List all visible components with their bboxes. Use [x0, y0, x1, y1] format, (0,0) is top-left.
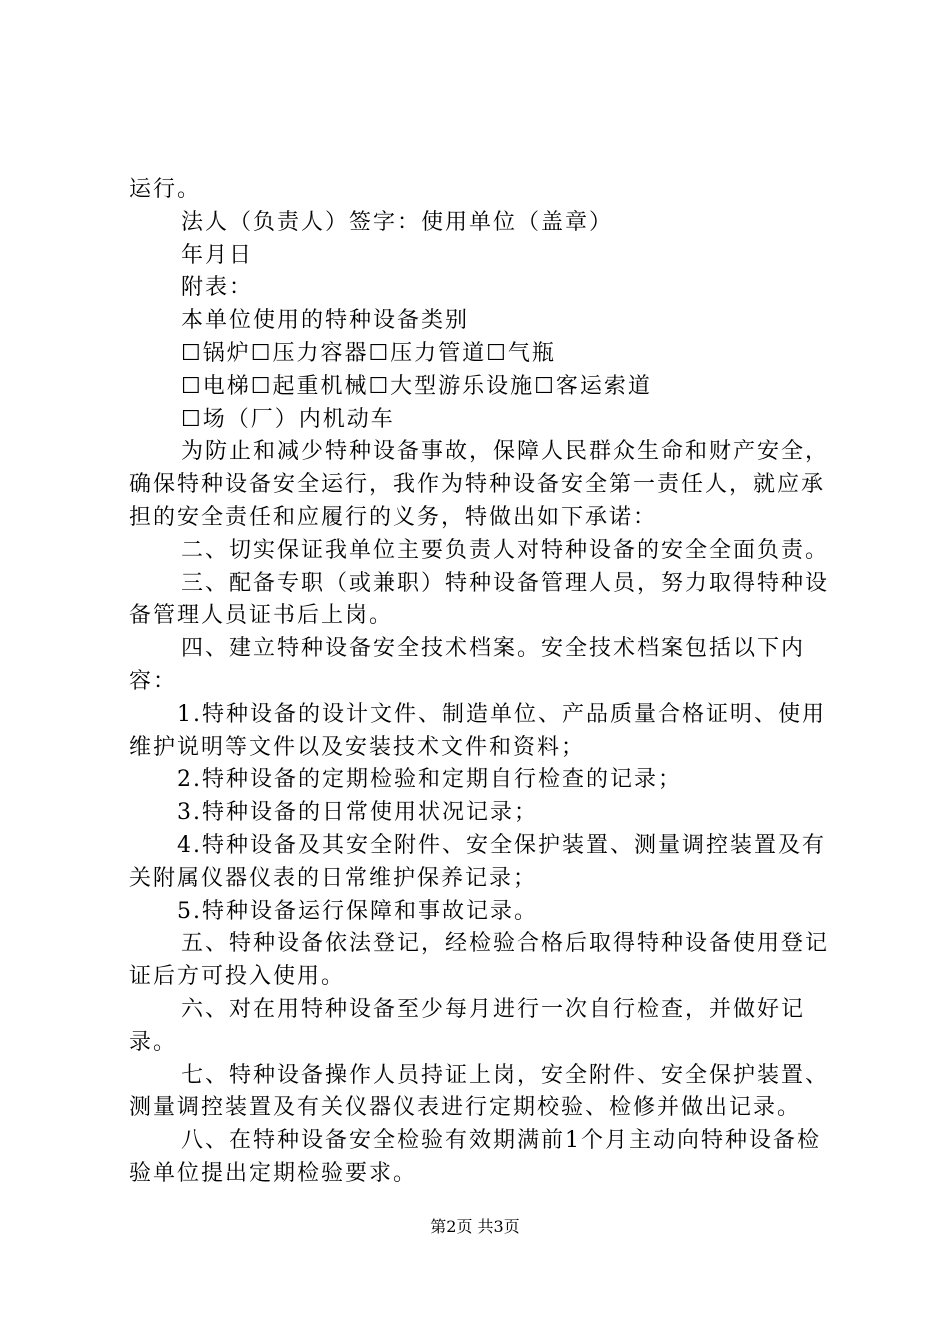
equipment-category-heading: 本单位使用的特种设备类别 [181, 308, 470, 334]
document-body [129, 174, 834, 1191]
paragraph: 二、切实保证我单位主要负责人对特种设备的安全全面负责。 [181, 537, 830, 563]
paragraph: 四、建立特种设备安全技术档案。安全技术档案包括以下内容： [129, 636, 806, 694]
list-item: 3.特种设备的日常使用状况记录； [177, 800, 538, 826]
appendix-label: 附表： [181, 275, 254, 301]
checkbox-line: ☐场（厂）内机动车 [181, 406, 395, 432]
page-number-footer: 第2页 共3页 [430, 1217, 520, 1236]
list-item: 5.特种设备运行保障和事故记录。 [177, 898, 538, 924]
date-line: 年月日 [181, 242, 254, 268]
paragraph: 五、特种设备依法登记，经检验合格后取得特种设备使用登记证后方可投入使用。 [129, 931, 830, 990]
checkbox-line: ☐锅炉☐压力容器☐压力管道☐气瓶 [181, 340, 556, 366]
list-item: 2.特种设备的定期检验和定期自行检查的记录； [177, 767, 682, 793]
list-item: 4.特种设备及其安全附件、安全保护装置、测量调控装置及有关附属仪器仪表的日常维护保养记录； [129, 832, 826, 891]
signature-line: 法人（负责人）签字：使用单位（盖章） [181, 209, 614, 235]
paragraph: 为防止和减少特种设备事故，保障人民群众生命和财产安全，确保特种设备安全运行，我作为特种设备安全第一责任人，就应承担的安全责任和应履行的义务，特做出如下承诺： [129, 439, 830, 530]
paragraph: 运行。 [129, 177, 202, 202]
list-item: 1.特种设备的设计文件、制造单位、产品质量合格证明、使用维护说明等文件以及安装技术文件和资料； [129, 701, 826, 760]
paragraph: 六、对在用特种设备至少每月进行一次自行检查，并做好记录。 [129, 996, 806, 1055]
paragraph: 三、配备专职（或兼职）特种设备管理人员，努力取得特种设备管理人员证书后上岗。 [129, 570, 830, 629]
paragraph: 七、特种设备操作人员持证上岗，安全附件、安全保护装置、测量调控装置及有关仪器仪表进行定期校验、检修并做出记录。 [129, 1062, 830, 1121]
paragraph: 八、在特种设备安全检验有效期满前1个月主动向特种设备检验单位提出定期检验要求。 [129, 1128, 821, 1186]
checkbox-line: ☐电梯☐起重机械☐大型游乐设施☐客运索道 [181, 373, 652, 399]
